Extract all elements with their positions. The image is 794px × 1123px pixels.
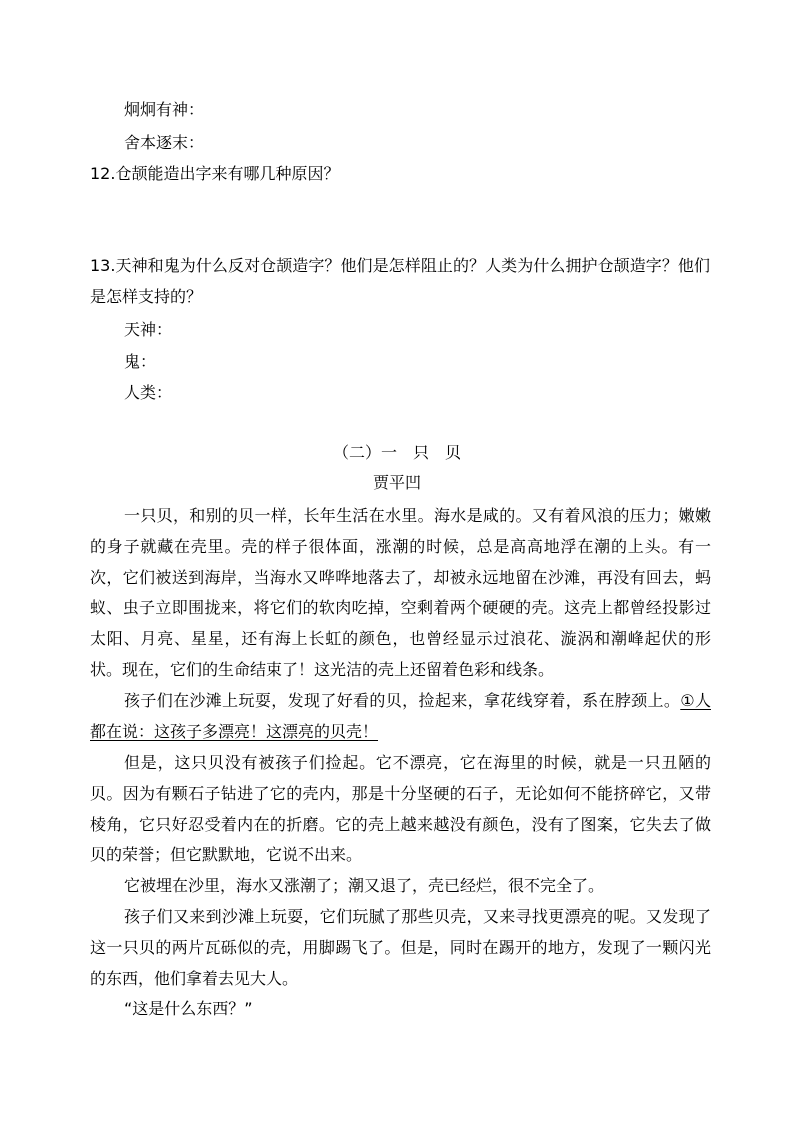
q11-item-idiom-1: 炯炯有神： xyxy=(124,100,205,119)
q13-answer-humans: 人类： xyxy=(124,383,173,402)
q11-item-idiom-2: 舍本逐末： xyxy=(124,133,205,152)
passage-paragraph-6: “这是什么东西？” xyxy=(124,999,253,1018)
question-13: 13.天神和鬼为什么反对仓颉造字？他们是怎样阻止的？人类为什么拥护仓颉造字？他们是怎样支持的？ xyxy=(90,256,710,306)
passage-paragraph-4: 它被埋在沙里，海水又涨潮了；潮又退了，壳已经烂，很不完全了。 xyxy=(124,876,605,895)
passage-paragraph-3: 但是，这只贝没有被孩子们捡起。它不漂亮，它在海里的时候，就是一只丑陋的贝。因为有颗石子钻进了它的壳内，那是十分坚硬的石子，无论如何不能挤碎它，又带棱角，它只好忍受着内在的折磨。它的壳上越来越没有颜色，没有了图案，它失去了做贝的荣誉；但它默默地，它说不出来。 xyxy=(90,753,711,865)
passage-paragraph-1: 一只贝，和别的贝一样，长年生活在水里。海水是咸的。又有着风浪的压力；嫩嫩的身子就藏在壳里。壳的样子很体面，涨潮的时候，总是高高地浮在潮的上头。有一次，它们被送到海岸，当海水又哗哗地落去了，却被永远地留在沙滩，再没有回去，蚂蚁、虫子立即围拢来，将它们的软肉吃掉，空剩着两个硬硬的壳。这壳上都曾经投影过太阳、月亮、星星，还有海上长虹的颜色，也曾经显示过浪花、漩涡和潮峰起伏的形状。现在，它们的生命结束了！这光洁的壳上还留着色彩和线条。 xyxy=(90,506,711,679)
passage-author: 贾平凹 xyxy=(372,473,421,492)
paragraph-2-text: 孩子们在沙滩上玩耍，发现了好看的贝，捡起来，拿花线穿着，系在脖颈上。 xyxy=(124,691,681,710)
passage-title: （二）一 只 贝 xyxy=(332,443,461,462)
q13-answer-heaven-god: 天神： xyxy=(124,320,173,339)
question-12: 12.仓颉能造出字来有哪几种原因？ xyxy=(90,164,340,183)
passage-paragraph-5: 孩子们又来到沙滩上玩耍，它们玩腻了那些贝壳，又来寻找更漂亮的呢。又发现了这一只贝的两片瓦砾似的壳，用脚踢飞了。但是，同时在踢开的地方，发现了一颗闪光的东西，他们拿着去见大人。 xyxy=(90,907,711,988)
q13-answer-ghost: 鬼： xyxy=(124,352,157,371)
passage-paragraph-2 xyxy=(90,686,711,748)
underlined-sentence-1: ①人都在说：这孩子多漂亮！这漂亮的贝壳！ xyxy=(90,691,711,741)
